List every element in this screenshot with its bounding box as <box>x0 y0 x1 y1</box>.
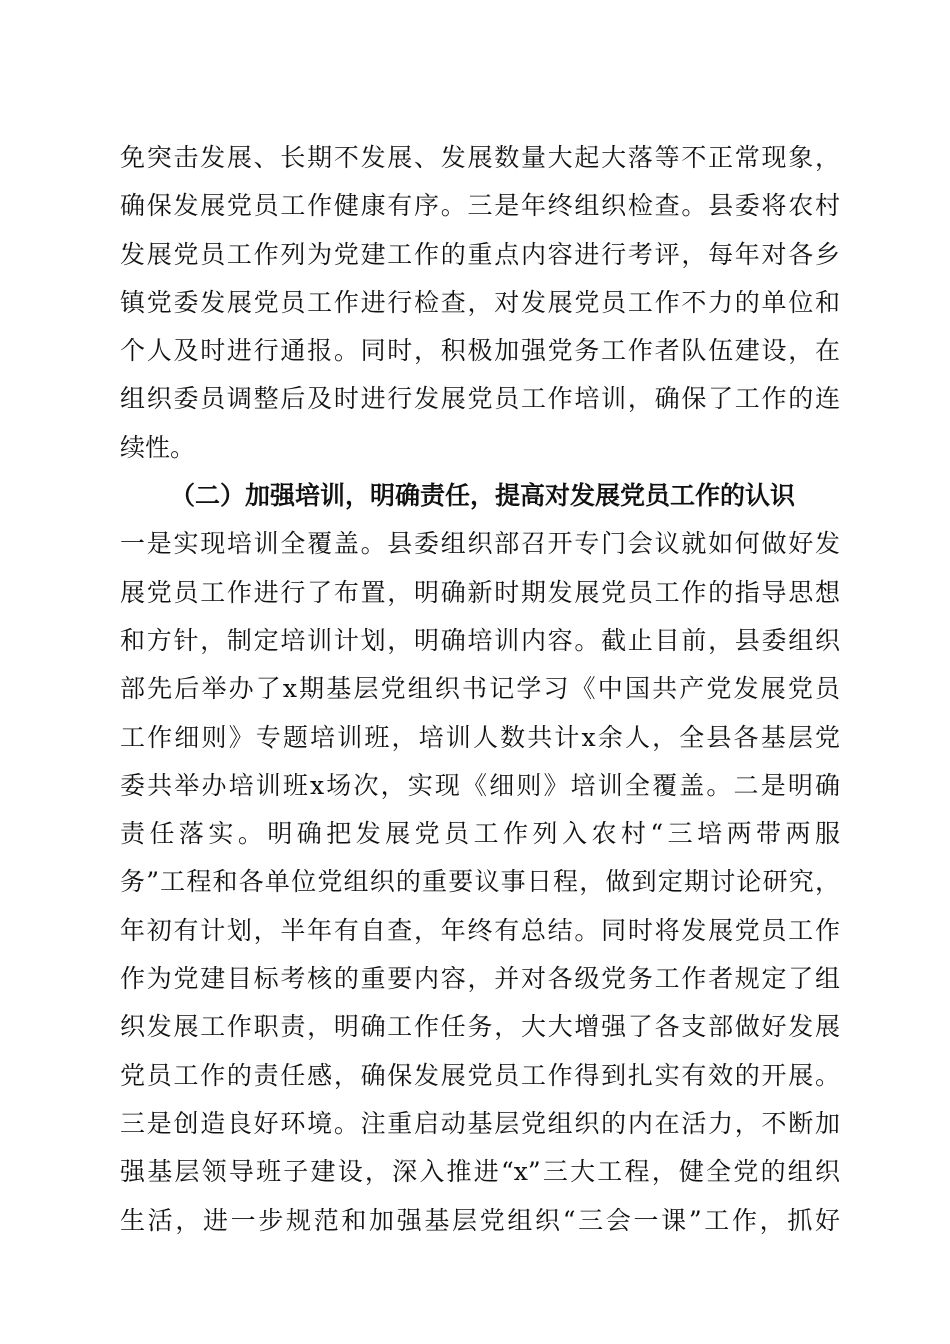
text-line: 部先后举办了x期基层党组织书记学习《中国共产党发展党员 <box>120 674 840 704</box>
text-line: 强基层领导班子建设，深入推进“x”三大工程，健全党的组织 <box>120 1157 840 1187</box>
text-line: 党员工作的责任感，确保发展党员工作得到扎实有效的开展。 <box>120 1060 840 1090</box>
text-line: 务”工程和各单位党组织的重要议事日程，做到定期讨论研究， <box>120 867 840 897</box>
text-line: 和方针，制定培训计划，明确培训内容。截止目前，县委组织 <box>120 625 840 655</box>
text-line: 组织委员调整后及时进行发展党员工作培训，确保了工作的连 <box>120 384 840 414</box>
text-line: 镇党委发展党员工作进行检查，对发展党员工作不力的单位和 <box>120 287 840 317</box>
text-line: 个人及时进行通报。同时，积极加强党务工作者队伍建设，在 <box>120 336 840 366</box>
section-heading: （二）加强培训，明确责任，提高对发展党员工作的认识 <box>170 481 796 511</box>
text-line: 确保发展党员工作健康有序。三是年终组织检查。县委将农村 <box>120 191 840 221</box>
text-line: 织发展工作职责，明确工作任务，大大增强了各支部做好发展 <box>120 1012 840 1042</box>
text-line: 展党员工作进行了布置，明确新时期发展党员工作的指导思想 <box>120 577 840 607</box>
document-body <box>120 134 840 1245</box>
text-line: 三是创造良好环境。注重启动基层党组织的内在活力，不断加 <box>120 1108 840 1138</box>
text-line: 续性。 <box>120 432 196 462</box>
text-line: 发展党员工作列为党建工作的重点内容进行考评，每年对各乡 <box>120 239 840 269</box>
text-line: 委共举办培训班x场次，实现《细则》培训全覆盖。二是明确 <box>120 770 840 800</box>
text-line: 年初有计划，半年有自查，年终有总结。同时将发展党员工作 <box>120 915 840 945</box>
text-line: 生活，进一步规范和加强基层党组织“三会一课”工作，抓好 <box>120 1205 840 1235</box>
text-line: 免突击发展、长期不发展、发展数量大起大落等不正常现象， <box>120 143 840 172</box>
text-line: 工作细则》专题培训班，培训人数共计x余人，全县各基层党 <box>120 722 840 752</box>
text-line: 一是实现培训全覆盖。县委组织部召开专门会议就如何做好发 <box>120 529 840 559</box>
text-line: 作为党建目标考核的重要内容，并对各级党务工作者规定了组 <box>120 964 840 994</box>
text-line: 责任落实。明确把发展党员工作列入农村“三培两带两服 <box>120 819 840 849</box>
